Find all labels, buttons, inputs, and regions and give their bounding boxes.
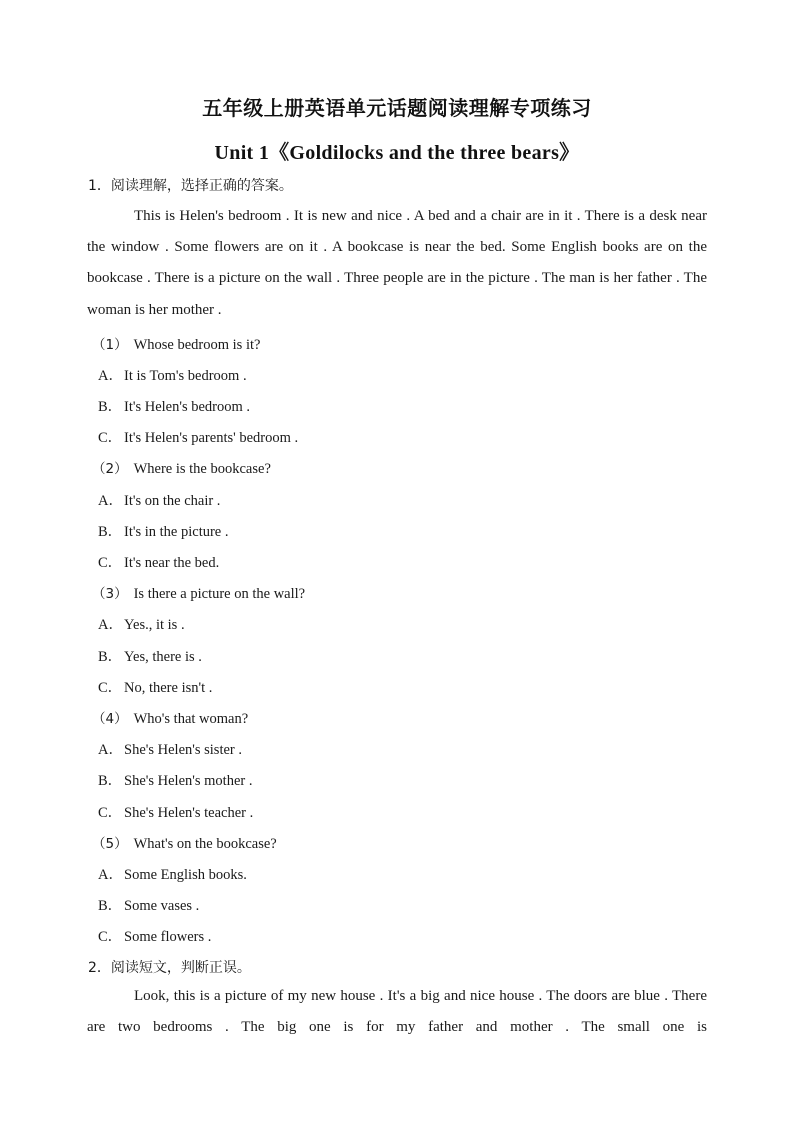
option-2a[interactable] — [98, 489, 220, 510]
question-5 — [92, 832, 277, 853]
option-2b[interactable] — [98, 520, 229, 541]
option-letter: C． — [98, 555, 123, 571]
option-text: It is Tom's bedroom . — [124, 368, 247, 384]
option-text: No, there isn't . — [124, 680, 213, 696]
option-5c[interactable] — [98, 925, 211, 946]
option-4c[interactable] — [98, 801, 253, 822]
section-2-passage: Look, this is a picture of my new house . It's a big and nice house . The doors are blue . There are two bedrooms . The big one is for my father and mother . The small one is — [87, 988, 707, 1036]
option-text: It's Helen's parents' bedroom . — [124, 430, 299, 446]
option-3a[interactable] — [98, 613, 185, 634]
option-text: Yes., it is . — [124, 617, 185, 633]
option-1c[interactable] — [98, 426, 298, 447]
option-letter: B． — [98, 649, 123, 665]
option-text: Some vases . — [124, 898, 200, 914]
option-letter: C． — [98, 805, 123, 821]
option-letter: C． — [98, 929, 123, 945]
option-letter: B． — [98, 524, 123, 540]
option-text: Some flowers . — [124, 929, 212, 945]
option-letter: B． — [98, 399, 123, 415]
option-letter: C． — [98, 430, 123, 446]
option-letter: B． — [98, 898, 123, 914]
option-1b[interactable] — [98, 395, 250, 416]
option-5a[interactable] — [98, 863, 247, 884]
unit-subtitle: Unit 1《Goldilocks and the three bears》 — [214, 142, 580, 164]
option-text: She's Helen's teacher . — [124, 805, 254, 821]
option-text: She's Helen's mother . — [124, 773, 253, 789]
option-letter: B． — [98, 773, 123, 789]
option-text: It's on the chair . — [124, 493, 221, 509]
question-text: Who's that woman? — [133, 711, 249, 727]
option-letter: A． — [98, 867, 123, 883]
option-5b[interactable] — [98, 894, 199, 915]
question-text: Is there a picture on the wall? — [133, 586, 306, 602]
option-text: She's Helen's sister . — [124, 742, 242, 758]
question-number: （3） — [92, 586, 128, 602]
page-title: 五年级上册英语单元话题阅读理解专项练习 — [202, 96, 592, 120]
option-4a[interactable] — [98, 738, 242, 759]
option-3b[interactable] — [98, 645, 202, 666]
option-text: It's Helen's bedroom . — [124, 399, 251, 415]
option-letter: A． — [98, 617, 123, 633]
option-text: It's near the bed. — [124, 555, 220, 571]
option-text: Some English books. — [124, 867, 247, 883]
question-text: Where is the bookcase? — [133, 461, 271, 477]
question-4 — [92, 707, 248, 728]
option-2c[interactable] — [98, 551, 219, 572]
option-text: Yes, there is . — [124, 649, 202, 665]
option-letter: A． — [98, 368, 123, 384]
option-letter: A． — [98, 742, 123, 758]
option-4b[interactable] — [98, 769, 252, 790]
section-1-passage: This is Helen's bedroom . It is new and nice . A bed and a chair are in it . There is a desk near the window . Some flowers are on it . A bookcase is near the bed. Some English books are on the bookcase . There is a picture on the wall . Three people are in the picture . The man is her father . The woman is her mother . — [87, 208, 707, 318]
question-text: What's on the bookcase? — [133, 836, 277, 852]
question-2 — [92, 457, 271, 478]
question-number: （2） — [92, 461, 128, 477]
section-2-heading: 2．阅读短文，判断正误。 — [88, 960, 251, 976]
option-3c[interactable] — [98, 676, 212, 697]
option-text: It's in the picture . — [124, 524, 229, 540]
question-number: （4） — [92, 711, 128, 727]
question-3 — [92, 582, 305, 603]
section-1-heading: 1．阅读理解，选择正确的答案。 — [88, 178, 293, 194]
question-number: （5） — [92, 836, 128, 852]
option-1a[interactable] — [98, 364, 247, 385]
question-1 — [92, 333, 260, 354]
question-text: Whose bedroom is it? — [133, 337, 261, 353]
question-number: （1） — [92, 337, 128, 353]
option-letter: A． — [98, 493, 123, 509]
option-letter: C． — [98, 680, 123, 696]
